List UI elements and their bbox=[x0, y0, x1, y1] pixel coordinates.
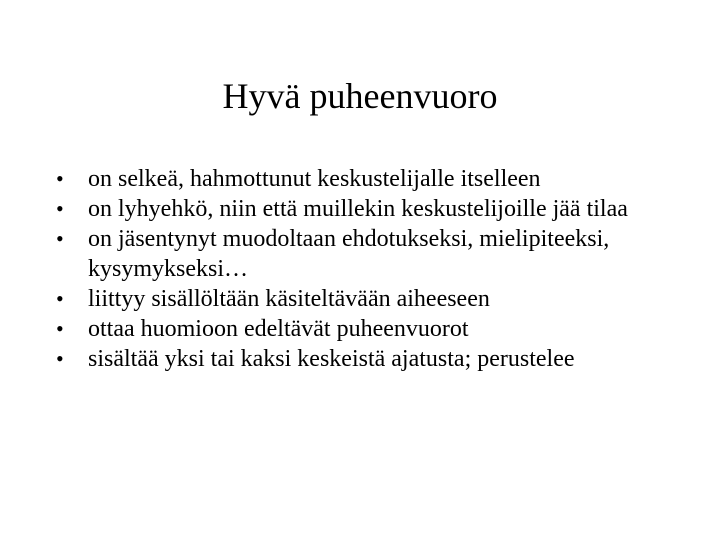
bullet-text: on lyhyehkö, niin että muillekin keskustelijoille jää tilaa bbox=[88, 196, 628, 222]
list-item bbox=[56, 344, 676, 374]
bullet-icon: • bbox=[56, 346, 64, 371]
list-item bbox=[56, 194, 676, 224]
list-item bbox=[56, 284, 676, 314]
list-item bbox=[56, 314, 676, 344]
slide-title: Hyvä puheenvuoro bbox=[222, 76, 498, 116]
bullet-icon: • bbox=[56, 196, 64, 221]
bullet-icon: • bbox=[56, 286, 64, 311]
bullet-text: sisältää yksi tai kaksi keskeistä ajatusta; perustelee bbox=[88, 346, 575, 372]
list-item bbox=[56, 164, 676, 194]
bullet-icon: • bbox=[56, 226, 64, 251]
bullet-icon: • bbox=[56, 316, 64, 341]
bullet-icon: • bbox=[56, 166, 64, 191]
bullet-list bbox=[56, 164, 676, 374]
bullet-text: on jäsentynyt muodoltaan ehdotukseksi, mielipiteeksi, kysymykseksi… bbox=[88, 226, 610, 282]
list-item bbox=[56, 224, 676, 284]
bullet-text: liittyy sisällöltään käsiteltävään aiheeseen bbox=[88, 286, 490, 312]
bullet-text: on selkeä, hahmottunut keskustelijalle itselleen bbox=[88, 166, 541, 192]
bullet-text: ottaa huomioon edeltävät puheenvuorot bbox=[88, 316, 469, 342]
